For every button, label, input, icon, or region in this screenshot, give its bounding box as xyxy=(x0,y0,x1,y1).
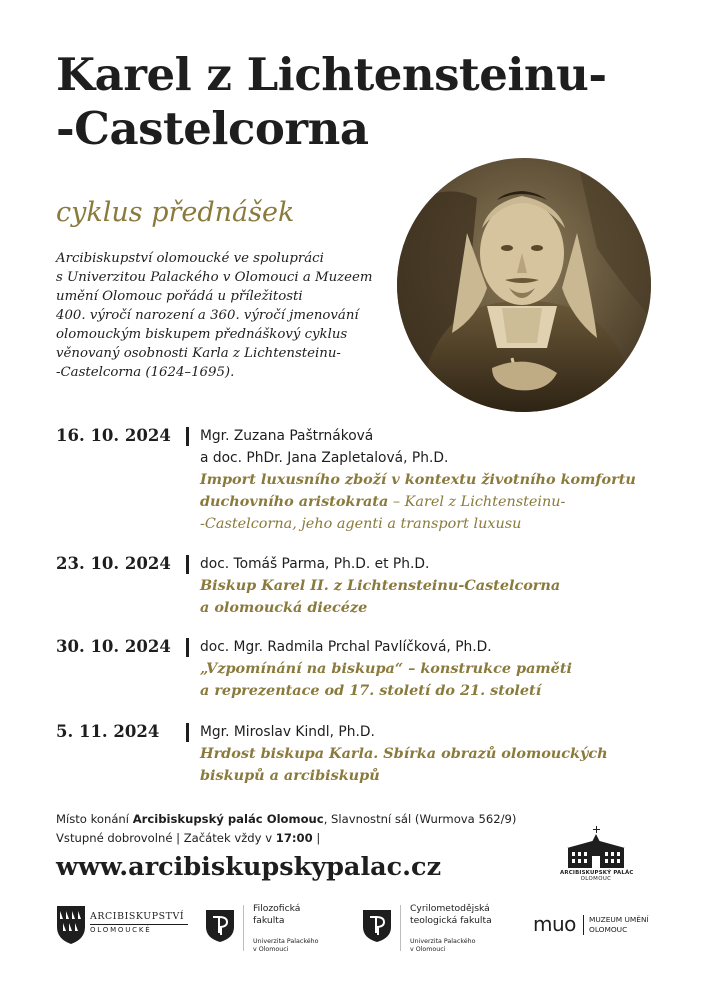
separator-bar xyxy=(186,723,189,742)
topic-bold: a olomoucká diecéze xyxy=(200,599,368,616)
lecture-date: 23. 10. 2024 xyxy=(56,554,171,573)
subtitle: cyklus přednášek xyxy=(56,197,295,228)
page-title xyxy=(56,48,607,156)
museum-name-line-2: OLOMOUC xyxy=(589,924,628,934)
faculty-name xyxy=(253,903,300,926)
lecture-topic xyxy=(200,597,680,619)
website-url[interactable]: www.arcibiskupskypalac.cz xyxy=(56,852,442,882)
archdiocese-name-1: ARCIBISKUPSTVÍ xyxy=(90,911,185,922)
lecture-topic xyxy=(200,469,680,491)
palace-building-icon xyxy=(565,826,627,870)
portrait-image xyxy=(397,158,651,412)
lecture-date: 5. 11. 2024 xyxy=(56,722,160,741)
university-name-line-1: Univerzita Palackého xyxy=(253,938,319,945)
faculty-name-line-2: teologická fakulta xyxy=(410,914,492,926)
university-name-line-1: Univerzita Palackého xyxy=(410,938,476,945)
faculty-name xyxy=(410,903,492,926)
lecture-date: 30. 10. 2024 xyxy=(56,637,171,656)
muo-logo xyxy=(533,912,663,942)
intro-line: -Castelcorna (1624–1695). xyxy=(56,365,235,380)
archdiocese-logo xyxy=(56,905,185,949)
topic-bold: biskupů a arcibiskupů xyxy=(200,767,380,784)
venue-suffix: , Slavnostní sál (Wurmova 562/9) xyxy=(323,812,517,826)
logo-divider xyxy=(400,905,401,951)
topic-bold: duchovního aristokrata xyxy=(200,493,389,510)
lecture-details xyxy=(200,553,680,619)
title-line-1: Karel z Lichtensteinu- xyxy=(56,48,607,101)
venue-line-2-end: | xyxy=(312,831,321,845)
archdiocese-divider xyxy=(90,924,188,925)
lecture-date: 16. 10. 2024 xyxy=(56,426,171,445)
archdiocese-name-2: OLOMOUCKÉ xyxy=(90,926,152,934)
separator-bar xyxy=(186,555,189,574)
lecture-speaker: Mgr. Miroslav Kindl, Ph.D. xyxy=(200,724,375,740)
intro-line: olomouckým biskupem přednáškový cyklus xyxy=(56,327,348,342)
lecture-details xyxy=(200,425,680,535)
faculty-name-line-2: fakulta xyxy=(253,914,285,926)
lecture-speaker: Mgr. Zuzana Paštrnáková xyxy=(200,428,374,444)
topic-bold: Hrdost biskupa Karla. Sbírka obrazů olomouckých xyxy=(200,745,608,762)
start-time: 17:00 xyxy=(275,831,313,845)
lecture-topic: -Castelcorna, jeho agenti a transport luxusu xyxy=(200,516,522,532)
lecture-topic xyxy=(200,680,680,702)
palace-logo-name: ARCIBISKUPSKÝ PALÁC xyxy=(560,870,634,876)
intro-text xyxy=(56,249,401,382)
intro-line: s Univerzitou Palackého v Olomouci a Muzeem xyxy=(56,270,373,285)
museum-name xyxy=(589,915,649,934)
intro-line: Arcibiskupství olomoucké ve spolupráci xyxy=(56,251,324,266)
palace-logo xyxy=(560,826,632,886)
venue-prefix: Místo konání xyxy=(56,812,133,826)
palace-logo-city: OLOMOUC xyxy=(580,876,612,882)
admission-text: Vstupné dobrovolné | Začátek vždy v xyxy=(56,831,276,845)
ctf-logo xyxy=(362,903,512,953)
lecture-topic xyxy=(200,658,680,680)
lecture-topic xyxy=(200,575,680,597)
separator-bar xyxy=(186,427,189,446)
university-name-line-2: v Olomouci xyxy=(253,946,289,953)
university-shield-icon xyxy=(205,909,235,943)
lecture-details xyxy=(200,636,680,702)
separator-bar xyxy=(186,638,189,657)
university-shield-icon xyxy=(362,909,392,943)
lecture-topic xyxy=(200,743,680,765)
ff-logo xyxy=(205,903,355,953)
lecture-topic xyxy=(200,491,680,513)
topic-bold: Import luxusního zboží v kontextu životního komfortu xyxy=(200,471,636,488)
venue-info xyxy=(56,810,516,848)
intro-line: věnovaný osobnosti Karla z Lichtensteinu- xyxy=(56,346,341,361)
intro-line: 400. výročí narození a 360. výročí jmenování xyxy=(56,308,359,323)
archdiocese-shield-icon xyxy=(56,905,86,945)
faculty-name-line-1: Filozofická xyxy=(253,903,301,914)
museum-name-line-1: MUZEUM UMĚNÍ xyxy=(589,915,649,924)
university-name xyxy=(410,938,476,954)
university-name xyxy=(253,938,319,954)
venue-line-2 xyxy=(56,829,516,848)
faculty-name-line-1: Cyrilometodějská xyxy=(410,903,490,914)
title-line-2: -Castelcorna xyxy=(56,102,369,155)
lecture-speaker: doc. Mgr. Radmila Prchal Pavlíčková, Ph.D. xyxy=(200,639,492,655)
lecture-topic xyxy=(200,765,680,787)
topic-bold: Biskup Karel II. z Lichtensteinu-Castelcorna xyxy=(200,577,561,594)
venue-line-1 xyxy=(56,810,516,829)
muo-mark: muo xyxy=(533,912,576,936)
topic-bold: „Vzpomínání na biskupa“ – konstrukce paměti xyxy=(200,660,572,677)
lecture-speaker: doc. Tomáš Parma, Ph.D. et Ph.D. xyxy=(200,556,430,572)
university-name-line-2: v Olomouci xyxy=(410,946,446,953)
logo-divider xyxy=(583,915,584,935)
lecture-speaker: a doc. PhDr. Jana Zapletalová, Ph.D. xyxy=(200,450,449,466)
intro-line: umění Olomouc pořádá u příležitosti xyxy=(56,289,303,304)
topic-bold: a reprezentace od 17. století do 21. století xyxy=(200,682,542,699)
lecture-details xyxy=(200,721,680,787)
topic-rest: – Karel z Lichtensteinu- xyxy=(388,494,566,510)
logo-divider xyxy=(243,905,244,951)
venue-place: Arcibiskupský palác Olomouc xyxy=(132,812,324,826)
